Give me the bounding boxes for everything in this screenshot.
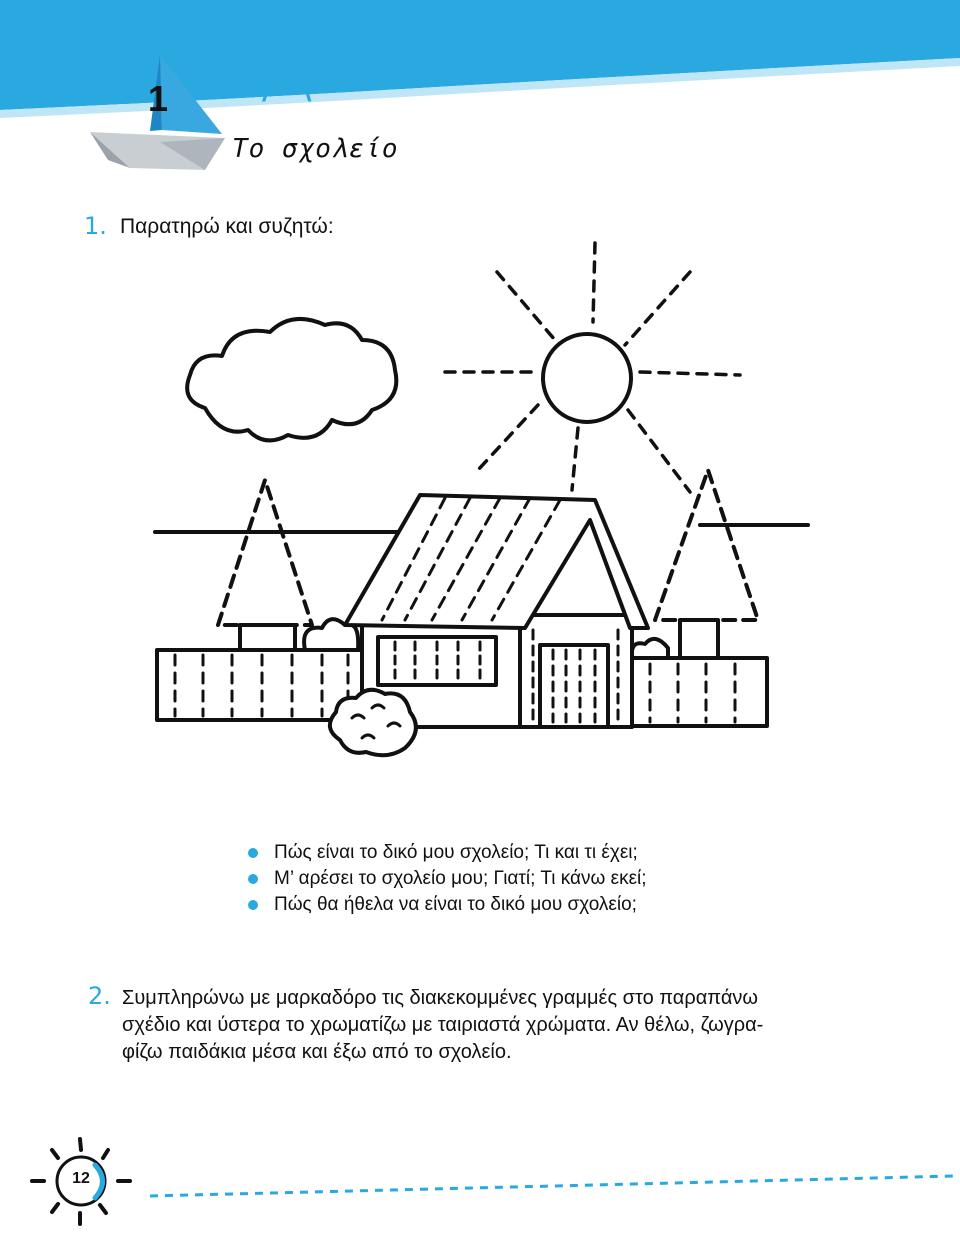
right-tree <box>655 470 758 620</box>
question-item: Πώς θα ήθελα να είναι το δικό μου σχολείο; <box>246 892 647 918</box>
page-number: 12 <box>72 1170 90 1187</box>
exercise-2-line: Συμπληρώνω με μαρκαδόρο τις διακεκομμένες γραμμές στο παραπάνω <box>122 987 758 1009</box>
exercise-2-instruction <box>122 985 842 1066</box>
left-tree <box>218 480 312 625</box>
header-band <box>0 0 960 118</box>
question-item: Μ’ αρέσει το σχολείο μου; Γιατί; Τι κάνω εκεί; <box>246 866 647 892</box>
sun-shape <box>543 334 631 422</box>
question-item: Πώς είναι το δικό μου σχολείο; Τι και τι έχει; <box>246 840 647 866</box>
exercise-2-number: 2. <box>88 982 111 1010</box>
letter-glyph-1: Ι <box>224 62 236 108</box>
fence-right <box>632 658 767 726</box>
cloud-shape <box>187 319 396 441</box>
discussion-questions <box>246 840 647 918</box>
exercise-2-line: σχέδιο και ύστερα το χρωματίζω με ταιριαστά χρώματα. Αν θέλω, ζωγρα- <box>122 1014 764 1036</box>
exercise-2-line: φίζω παιδάκια μέσα και έξω από το σχολείο. <box>122 1041 512 1063</box>
letter-glyph-3: \ <box>298 62 312 108</box>
sun-rays <box>445 243 740 492</box>
chapter-number: 1 <box>148 78 169 119</box>
letter-glyph-2: / <box>262 62 276 108</box>
house-door <box>540 645 608 727</box>
chapter-title: Το σχολείο <box>232 134 399 164</box>
exercise-1-instruction: Παρατηρώ και συζητώ: <box>120 215 334 238</box>
fence-left <box>157 650 362 720</box>
exercise-1-number: 1. <box>84 212 107 240</box>
house-roof <box>345 495 648 628</box>
front-bush <box>330 690 416 755</box>
school-house-drawing <box>155 243 808 755</box>
footer-dashed-line <box>150 1176 955 1196</box>
